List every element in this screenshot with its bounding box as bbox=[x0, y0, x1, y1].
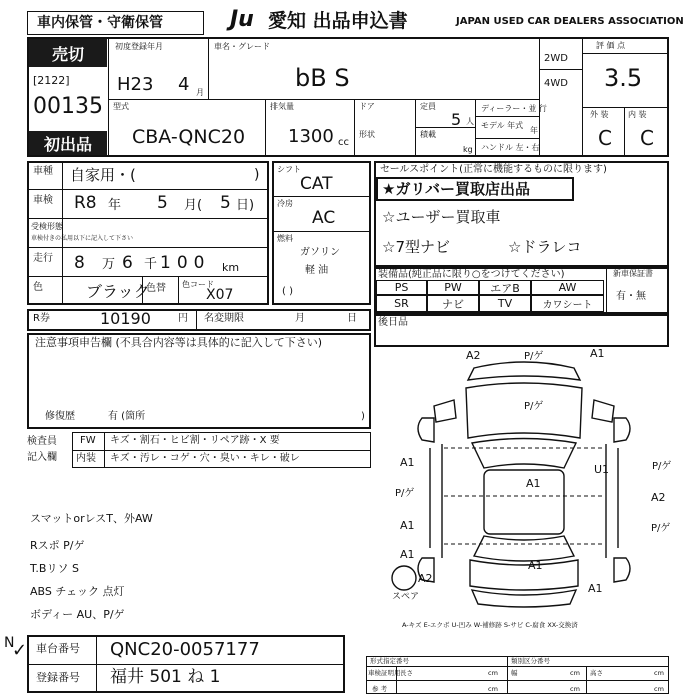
sales-point-3: ☆ドラレコ bbox=[508, 238, 582, 256]
equip-aw: AW bbox=[531, 280, 604, 295]
chassis-value: QNC20-0057177 bbox=[110, 639, 260, 660]
recycle-value: 10190 bbox=[100, 309, 151, 328]
color-code-label: 色コード bbox=[182, 280, 214, 289]
note-3: T.Bリソ S bbox=[30, 562, 79, 575]
capacity: 5 bbox=[451, 110, 462, 129]
entry-label: 記入欄 bbox=[27, 452, 57, 463]
diag-label-a1-rear-right: A1 bbox=[588, 582, 603, 595]
rating: 3.5 bbox=[604, 64, 643, 92]
ju-logo: Ju bbox=[230, 7, 254, 32]
height-label: 高さ bbox=[590, 669, 603, 677]
diag-label-a2-right: A2 bbox=[651, 491, 666, 504]
drive-4wd: 4WD bbox=[544, 78, 568, 89]
diag-label-paint-right-rear: P/ゲ bbox=[651, 523, 671, 534]
equip-pw: PW bbox=[427, 280, 479, 295]
doors-label: ドア bbox=[359, 102, 375, 111]
post-items-label: 後日品 bbox=[378, 317, 408, 328]
equip-leather: カワシート bbox=[531, 295, 604, 312]
fuel-diesel: 軽 油 bbox=[305, 265, 329, 276]
lot-number: 00135 bbox=[33, 94, 103, 119]
interior-label: 内 装 bbox=[628, 110, 647, 119]
sold-badge: 売切 bbox=[29, 39, 107, 67]
inspection-day: 5 bbox=[220, 193, 231, 213]
color-label: 色 bbox=[33, 282, 43, 293]
sales-point-2: ☆7型ナビ bbox=[382, 238, 450, 256]
displacement-label: 排気量 bbox=[270, 102, 294, 111]
inspection-month: 5 bbox=[157, 193, 168, 213]
form-number-label: 形式指定番号 bbox=[370, 657, 409, 665]
warranty-value: 有・無 bbox=[616, 291, 646, 302]
cert-label: 車検証明用 bbox=[368, 669, 401, 677]
notes-label: 注意事項申告欄 (不具合内容等は具体的に記入して下さい) bbox=[35, 336, 323, 349]
diag-label-spare: スペア bbox=[392, 592, 420, 602]
check-mark: ✓ bbox=[12, 640, 28, 661]
mileage-sen: 6 bbox=[122, 253, 133, 273]
drive-2wd: 2WD bbox=[544, 53, 568, 64]
mileage-label: 走行 bbox=[33, 253, 53, 264]
sales-title: セールスポイント(正常に機能するものに限ります) bbox=[380, 164, 607, 175]
shift-value: CAT bbox=[300, 174, 333, 194]
equip-airbag: エアB bbox=[479, 280, 531, 295]
equip-sr: SR bbox=[376, 295, 427, 312]
vehicle-type: 自家用・( bbox=[70, 166, 136, 184]
dealer-label: ディーラー・並 行 bbox=[481, 104, 547, 113]
diag-label-a1-roof: A1 bbox=[526, 477, 541, 490]
inspector-label: 検査員 bbox=[27, 436, 57, 447]
color-code: X07 bbox=[206, 287, 234, 303]
fw-label: FW bbox=[80, 435, 96, 446]
fuel-gasoline: ガソリン bbox=[300, 247, 340, 258]
diag-label-u1: U1 bbox=[594, 463, 610, 476]
color-value: ブラック bbox=[86, 282, 150, 301]
class-number-label: 類別区分番号 bbox=[511, 657, 550, 665]
storage-title: 車内保管・守衛保管 bbox=[37, 15, 163, 31]
interior-grade: C bbox=[640, 126, 654, 150]
n-mark: N bbox=[4, 635, 15, 651]
equipment-title: 装備品(純正品に限り○をつけてください) bbox=[378, 269, 565, 280]
note-4: ABS チェック 点灯 bbox=[30, 585, 125, 598]
diag-label-a1-front: A1 bbox=[590, 347, 605, 360]
interior-items: キズ・汚レ・コゲ・穴・臭い・キレ・破レ bbox=[110, 453, 300, 464]
damage-legend: A-キズ E-エクボ U-凹み W-補修跡 S-サビ C-腐食 XX-交換済 bbox=[402, 621, 578, 629]
diag-label-a1-left-rear: A1 bbox=[400, 548, 415, 561]
association-name: JAPAN USED CAR DEALERS ASSOCIATION bbox=[456, 16, 684, 27]
length-label: 長さ bbox=[400, 669, 413, 677]
inspection-era: R8 bbox=[74, 193, 97, 213]
lot-code: [2122] bbox=[33, 74, 70, 87]
post-items-box bbox=[374, 314, 669, 347]
first-reg-year: H23 bbox=[117, 74, 154, 95]
recycle-row bbox=[27, 309, 371, 331]
repair-value: 有 (箇所 bbox=[108, 411, 146, 422]
fuel-other: ( ) bbox=[282, 286, 293, 297]
sales-banner: ★ガリバー買取店出品 bbox=[382, 180, 530, 198]
rating-label: 評 価 点 bbox=[596, 41, 626, 50]
interior-check-label: 内装 bbox=[76, 453, 96, 464]
first-listing-badge: 初出品 bbox=[29, 131, 107, 155]
first-reg-month: 4 bbox=[178, 74, 190, 95]
handle-label: ハンドル 左・右 bbox=[481, 143, 540, 152]
equip-navi: ナビ bbox=[427, 295, 479, 312]
color-change-label: 色替 bbox=[146, 283, 166, 294]
form-title: 愛知 出品申込書 bbox=[268, 10, 408, 32]
reg-value: 福井 501 ね 1 bbox=[110, 667, 221, 687]
exterior-grade: C bbox=[598, 126, 612, 150]
diag-label-paint-hood: P/ゲ bbox=[524, 401, 544, 412]
car-name: bB S bbox=[295, 64, 350, 92]
chassis-label: 車台番号 bbox=[36, 642, 80, 655]
recycle-label: R券 bbox=[33, 313, 50, 324]
ac-label: 冷房 bbox=[277, 199, 293, 208]
diag-label-a1-rear: A1 bbox=[528, 559, 543, 572]
equip-ps: PS bbox=[376, 280, 427, 295]
mileage-rest: 100 bbox=[160, 253, 211, 273]
fw-items: キズ・割石・ヒビ割・リペア跡・X 要 bbox=[110, 435, 280, 446]
capacity-label: 定員 bbox=[420, 102, 436, 111]
repair-label: 修復歴 bbox=[45, 411, 75, 422]
diag-label-a1-left-1: A1 bbox=[400, 456, 415, 469]
displacement: 1300 bbox=[288, 126, 334, 147]
warranty-label: 新車保証書 bbox=[613, 269, 653, 278]
model-label: 型式 bbox=[113, 102, 129, 111]
model: CBA-QNC20 bbox=[132, 126, 246, 148]
exterior-label: 外 装 bbox=[590, 110, 609, 119]
mileage-man: 8 bbox=[74, 253, 85, 273]
diag-label-a2-rear: A2 bbox=[418, 572, 433, 585]
receipt-label: 受検形態 bbox=[31, 222, 63, 231]
name-change-label: 名変期限 bbox=[204, 313, 244, 324]
fuel-label: 燃料 bbox=[277, 234, 293, 243]
load-label: 積載 bbox=[420, 130, 436, 139]
vehicle-type-label: 車種 bbox=[33, 166, 53, 177]
diag-label-paint-front: P/ゲ bbox=[524, 351, 544, 362]
ac-value: AC bbox=[312, 208, 336, 228]
diag-label-a1-left-2: A1 bbox=[400, 519, 415, 532]
shape-label: 形状 bbox=[359, 130, 375, 139]
first-reg-label: 初度登録年月 bbox=[115, 42, 163, 51]
diag-label-paint-left: P/ゲ bbox=[395, 488, 415, 499]
inspection-label: 車検 bbox=[33, 195, 53, 206]
note-5: ボディー AU、P/ゲ bbox=[30, 608, 125, 621]
width-label: 幅 bbox=[511, 669, 518, 677]
diag-label-a2-front: A2 bbox=[466, 349, 481, 362]
model-year-label: モデル 年式 bbox=[481, 121, 524, 130]
car-name-label: 車名・グレード bbox=[214, 42, 270, 51]
shift-label: シフト bbox=[277, 165, 301, 174]
equip-tv: TV bbox=[479, 295, 531, 312]
receipt-note: 車検付きの私用以下に記入して下さい bbox=[31, 235, 134, 242]
note-2: Rスポ P/ゲ bbox=[30, 539, 85, 552]
ref-label: 参 考 bbox=[372, 685, 388, 693]
note-1: スマットorレスT、外AW bbox=[30, 512, 153, 525]
diag-label-paint-right: P/ゲ bbox=[652, 461, 672, 472]
reg-label: 登録番号 bbox=[36, 671, 80, 684]
sales-point-1: ☆ユーザー買取車 bbox=[382, 208, 501, 226]
